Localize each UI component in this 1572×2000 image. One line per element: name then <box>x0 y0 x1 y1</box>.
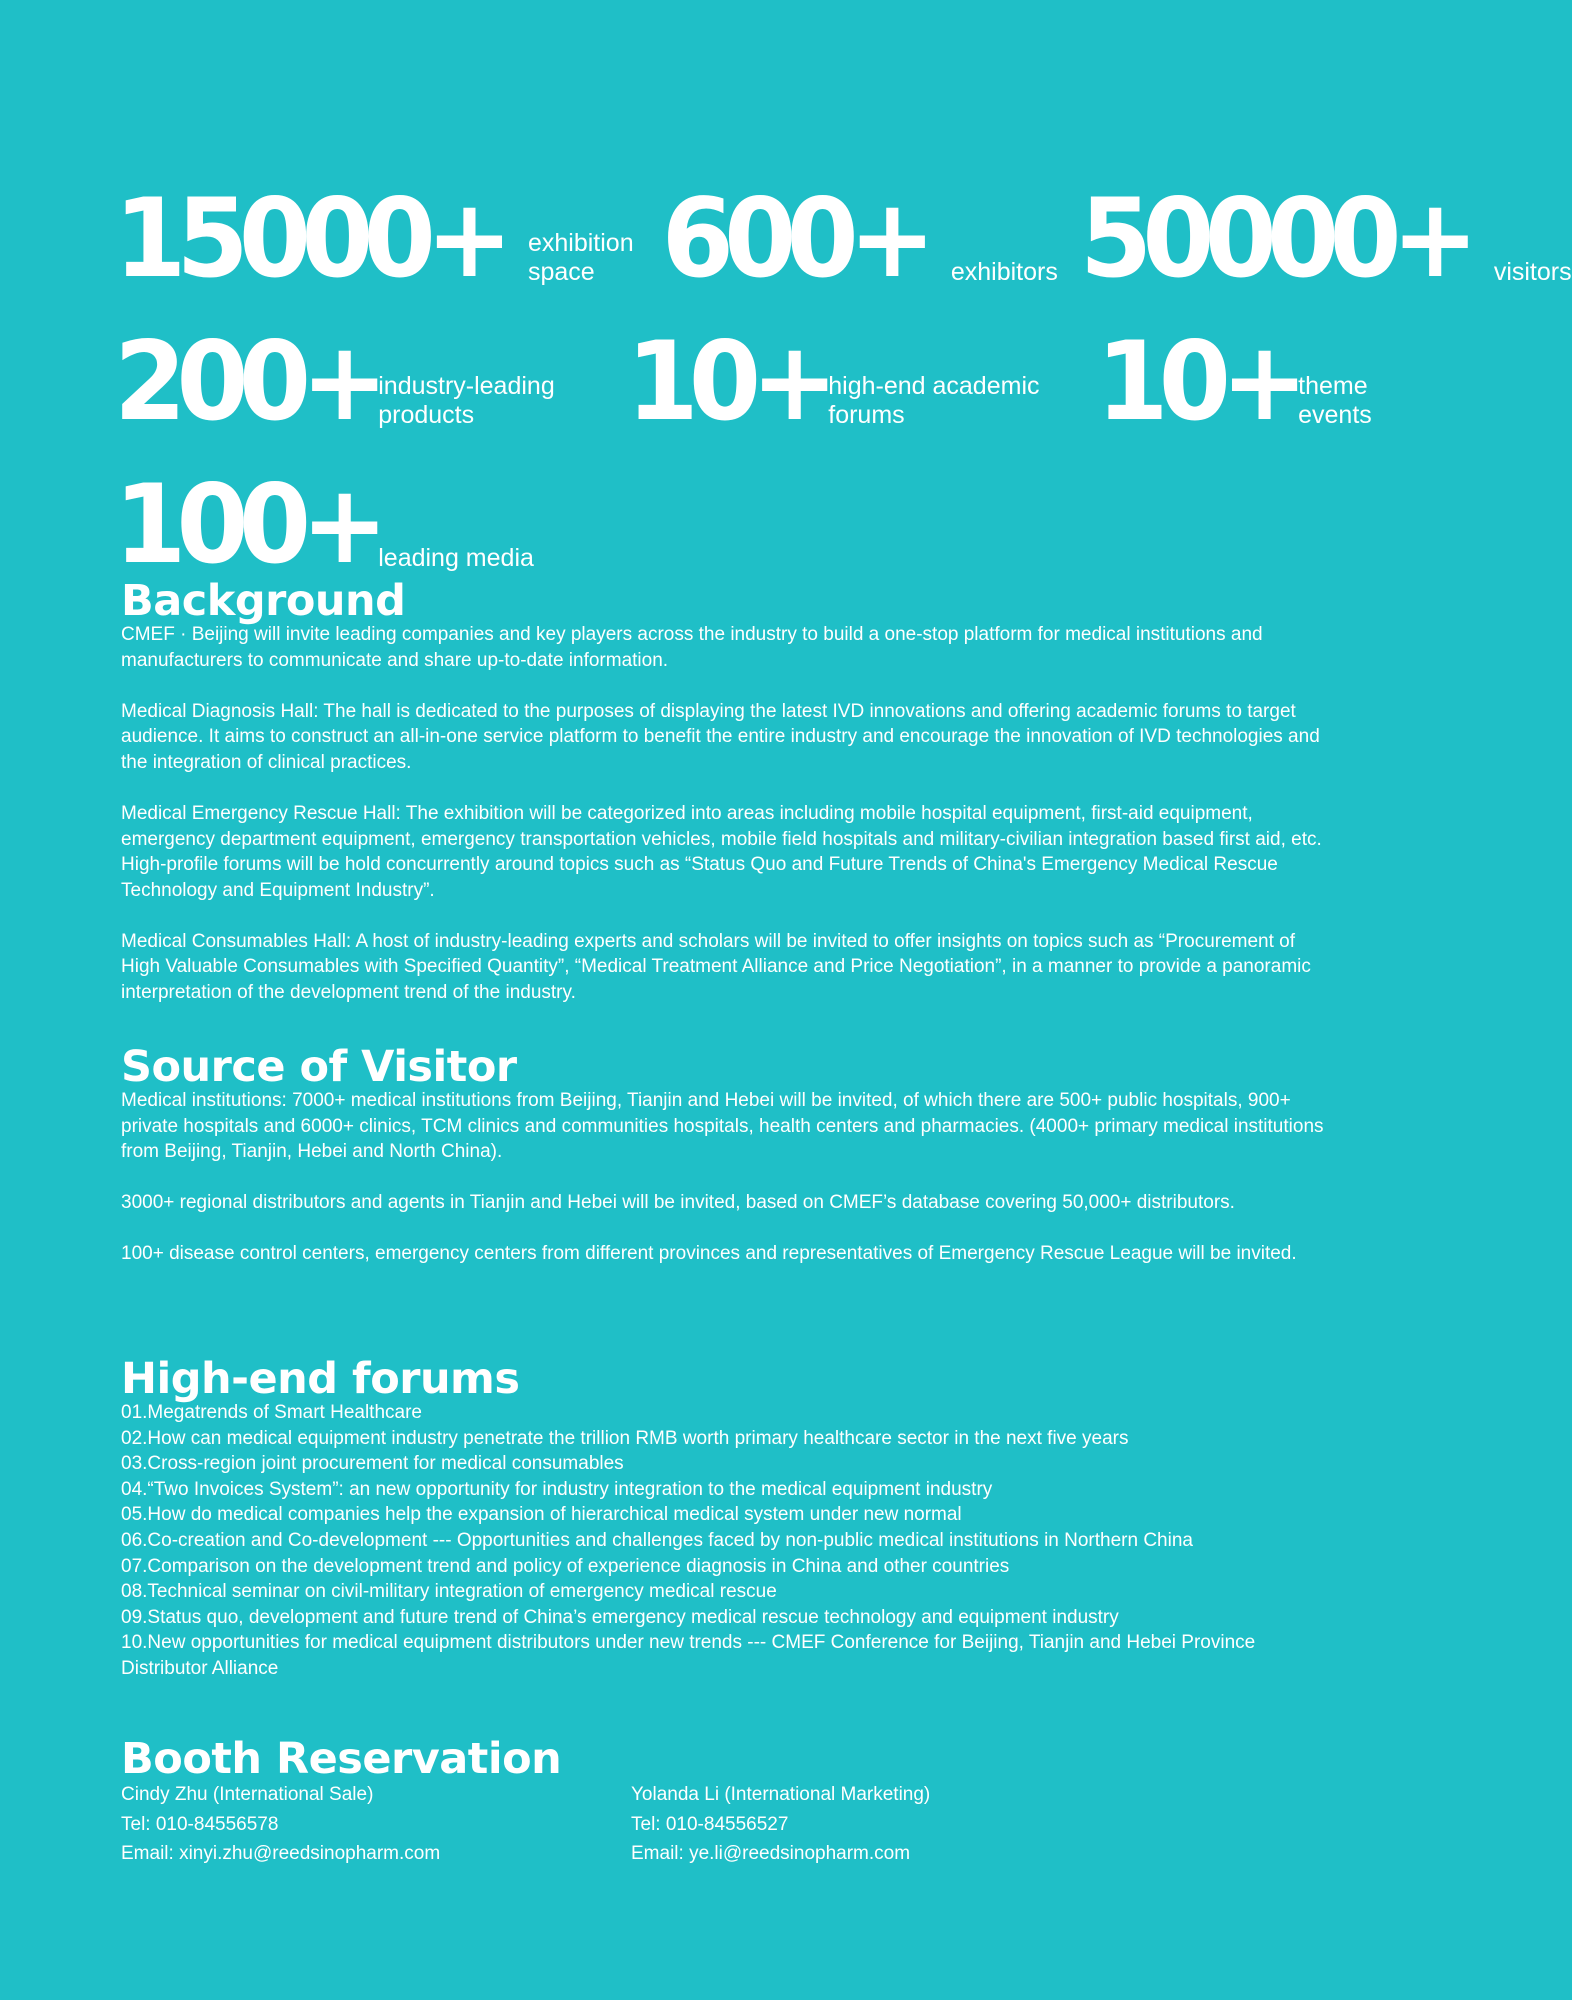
list-item: 09.Status quo, development and future trend of China’s emergency medical rescue technology and equipment industry <box>121 1606 1119 1628</box>
stat-leading-media <box>114 460 534 589</box>
stat-products <box>114 317 626 446</box>
list-item: 10.New opportunities for medical equipment distributors under new trends --- CMEF Conference for Beijing, Tianjin and Hebei Province Distributor Alliance <box>121 1632 1256 1679</box>
stat-label: visitors <box>1493 258 1572 286</box>
stat-exhibition-space <box>114 174 662 303</box>
stat-visitors <box>1079 174 1572 303</box>
paragraph: 100+ disease control centers, emergency centers from different provinces and representatives of Emergency Rescue League will be invited. <box>121 1243 1297 1265</box>
stat-label: industry-leading products <box>378 372 555 429</box>
contact-card <box>121 1780 631 1869</box>
list-item: 08.Technical seminar on civil-military integration of emergency medical rescue <box>121 1581 777 1603</box>
forum-list <box>121 1400 1337 1682</box>
stat-number: 200+ <box>114 317 379 446</box>
list-item: 04.“Two Invoices System”: an new opportunity for industry integration to the medical equipment industry <box>121 1478 993 1500</box>
stat-number: 10+ <box>1096 317 1299 446</box>
paragraph: Medical Emergency Rescue Hall: The exhibition will be categorized into areas including mobile hospital equipment, first-aid equipment, emergency department equipment, emergency transportation vehicles, mobile field hospitals and military-civilian integration based first aid, etc. High-profile forums will be hold concurrently around topics such as “Status Quo and Future Trends of China's Emergency Medical Rescue Technology and Equipment Industry”. <box>121 802 1322 901</box>
section-title: High-end forums <box>121 1354 520 1404</box>
paragraph: CMEF · Beijing will invite leading companies and key players across the industry to build a one-stop platform for medical institutions and manufacturers to communicate and share up-to-date information. <box>121 624 1263 671</box>
list-item: 05.How do medical companies help the expansion of hierarchical medical system under new normal <box>121 1504 962 1526</box>
section-title: Booth Reservation <box>121 1734 562 1784</box>
stat-theme-events <box>1096 317 1414 446</box>
stats-row-2 <box>114 293 1414 446</box>
stat-number: 50000+ <box>1079 174 1469 303</box>
section-high-end-forums <box>121 1354 1337 1682</box>
stat-number: 100+ <box>114 460 379 589</box>
contact-name: Yolanda Li (International Marketing) <box>631 1784 931 1805</box>
stat-label: theme events <box>1298 372 1372 429</box>
stat-number: 600+ <box>661 174 926 303</box>
section-title: Source of Visitor <box>121 1042 517 1092</box>
stat-number: 10+ <box>626 317 829 446</box>
stats-row-1 <box>114 150 1572 303</box>
contact-name: Cindy Zhu (International Sale) <box>121 1784 374 1805</box>
contact-email: Email: xinyi.zhu@reedsinopharm.com <box>121 1843 441 1864</box>
list-item: 06.Co-creation and Co-development --- Opportunities and challenges faced by non-public medical institutions in Northern China <box>121 1529 1193 1551</box>
stat-label: exhibitors <box>950 258 1058 286</box>
contacts <box>121 1780 1337 1869</box>
section-title: Background <box>121 576 406 626</box>
list-item: 03.Cross-region joint procurement for medical consumables <box>121 1453 624 1475</box>
list-item: 01.Megatrends of Smart Healthcare <box>121 1402 422 1423</box>
section-source-of-visitor <box>121 1042 1337 1292</box>
stats-block <box>114 150 1572 589</box>
contact-card <box>631 1780 1141 1869</box>
stat-number: 15000+ <box>114 174 503 303</box>
stat-label: high-end academic forums <box>828 372 1040 429</box>
paragraph: 3000+ regional distributors and agents in Tianjin and Hebei will be invited, based on CMEF’s database covering 50,000+ distributors. <box>121 1192 1235 1214</box>
section-booth-reservation <box>121 1734 1337 1869</box>
paragraph: Medical Diagnosis Hall: The hall is dedicated to the purposes of displaying the latest IVD innovations and offering academic forums to target audience. It aims to construct an all-in-one service platform to benefit the entire industry and encourage the innovation of IVD technologies and the integration of clinical practices. <box>121 700 1320 773</box>
section-background <box>121 576 1337 1031</box>
list-item: 02.How can medical equipment industry penetrate the trillion RMB worth primary healthcare sector in the next five years <box>121 1427 1129 1449</box>
stat-exhibitors <box>661 174 1080 303</box>
stats-row-3 <box>114 436 1414 589</box>
contact-tel: Tel: 010-84556578 <box>121 1813 279 1835</box>
paragraph: Medical institutions: 7000+ medical institutions from Beijing, Tianjin and Hebei will be invited, of which there are 500+ public hospitals, 900+ private hospitals and 6000+ clinics, TCM clinics and communities hospitals, health centers and pharmacies. (4000+ primary medical institutions from Beijing, Tianjin, Hebei and North China). <box>121 1090 1324 1163</box>
contact-email: Email: ye.li@reedsinopharm.com <box>631 1843 911 1864</box>
stat-label: exhibition space <box>527 229 634 286</box>
list-item: 07.Comparison on the development trend and policy of experience diagnosis in China and other countries <box>121 1555 1010 1577</box>
stat-label: leading media <box>378 544 534 572</box>
contact-tel: Tel: 010-84556527 <box>631 1813 789 1835</box>
stat-forums <box>626 317 1096 446</box>
paragraph: Medical Consumables Hall: A host of industry-leading experts and scholars will be invited to offer insights on topics such as “Procurement of High Valuable Consumables with Specified Quantity”, “Medical Treatment Alliance and Price Negotiation”, in a manner to provide a panoramic interpretation of the development trend of the industry. <box>121 930 1311 1004</box>
